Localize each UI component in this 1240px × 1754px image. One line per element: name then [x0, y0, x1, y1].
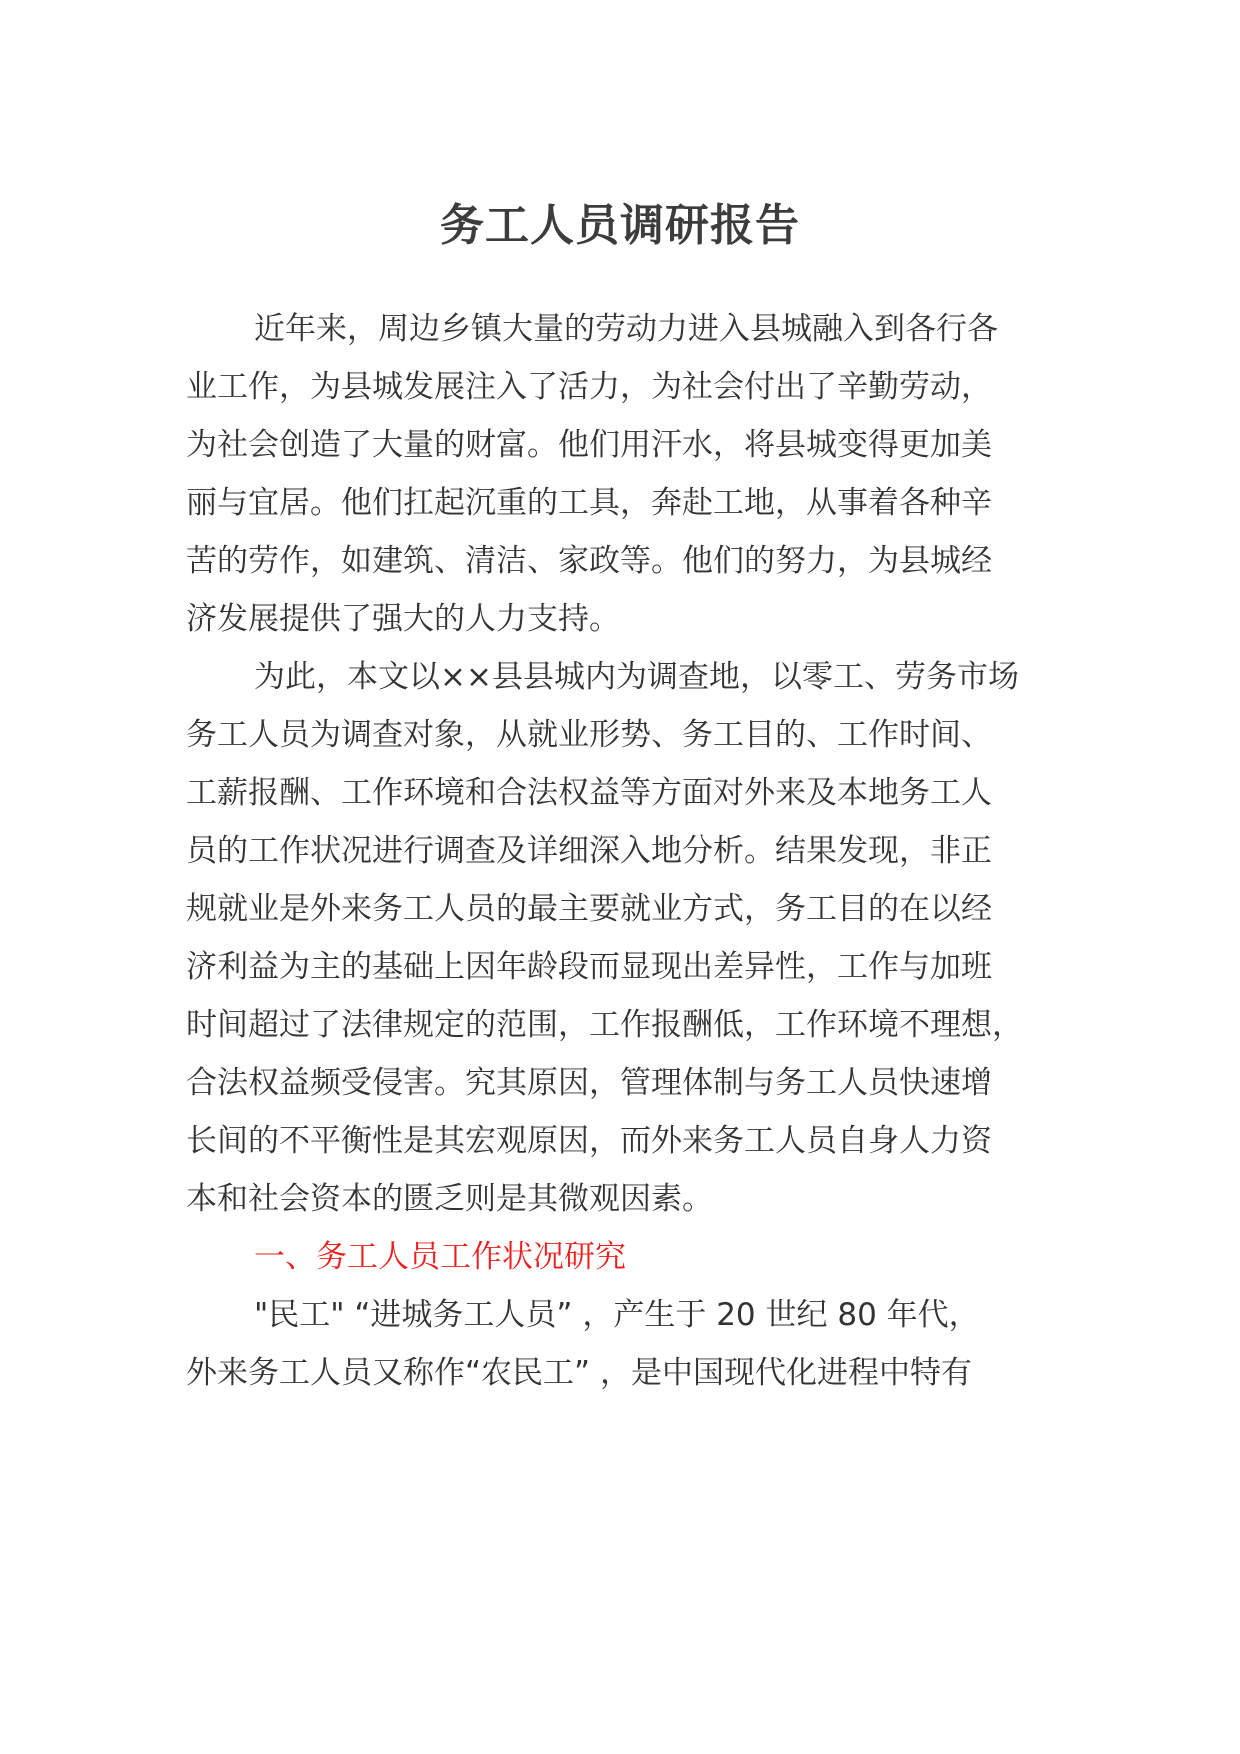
paragraph-line: 务工人员为调查对象，从就业形势、务工目的、工作时间、 [186, 717, 992, 753]
paragraph-line: 规就业是外来务工人员的最主要就业方式，务工目的在以经 [186, 891, 992, 927]
paragraph-line: 时间超过了法律规定的范围，工作报酬低，工作环境不理想， [186, 1007, 1023, 1043]
paragraph-line: 济发展提供了强大的人力支持。 [186, 601, 620, 637]
paragraph-line: 工薪报酬、工作环境和合法权益等方面对外来及本地务工人 [186, 775, 992, 811]
paragraph-line: 济利益为主的基础上因年龄段而显现出差异性，工作与加班 [186, 949, 992, 985]
paragraph-line: 本和社会资本的匮乏则是其微观因素。 [186, 1181, 713, 1217]
paragraph-line: 长间的不平衡性是其宏观原因，而外来务工人员自身人力资 [186, 1123, 992, 1159]
paragraph-line: 丽与宜居。他们扛起沉重的工具，奔赴工地，从事着各种辛 [186, 485, 992, 521]
paragraph-line: 近年来，周边乡镇大量的劳动力进入县城融入到各行各 [254, 311, 998, 347]
section-heading: 一、务工人员工作状况研究 [254, 1239, 626, 1275]
paragraph-line: 外来务工人员又称作“农民工” ，是中国现代化进程中特有 [186, 1355, 972, 1391]
paragraph-line: 苦的劳作，如建筑、清洁、家政等。他们的努力，为县城经 [186, 543, 992, 579]
paragraph-line: 员的工作状况进行调查及详细深入地分析。结果发现，非正 [186, 833, 992, 869]
paragraph-line: 为此，本文以××县县城内为调查地，以零工、劳务市场 [254, 659, 1019, 695]
paragraph-line: 合法权益频受侵害。究其原因，管理体制与务工人员快速增 [186, 1065, 992, 1101]
paragraph-line: 业工作，为县城发展注入了活力，为社会付出了辛勤劳动， [186, 369, 992, 405]
paragraph-line: 为社会创造了大量的财富。他们用汗水，将县城变得更加美 [186, 427, 992, 463]
document-title: 务工人员调研报告 [440, 200, 800, 251]
paragraph-line: "民工" “进城务工人员” ，产生于 20 世纪 80 年代， [254, 1297, 980, 1333]
